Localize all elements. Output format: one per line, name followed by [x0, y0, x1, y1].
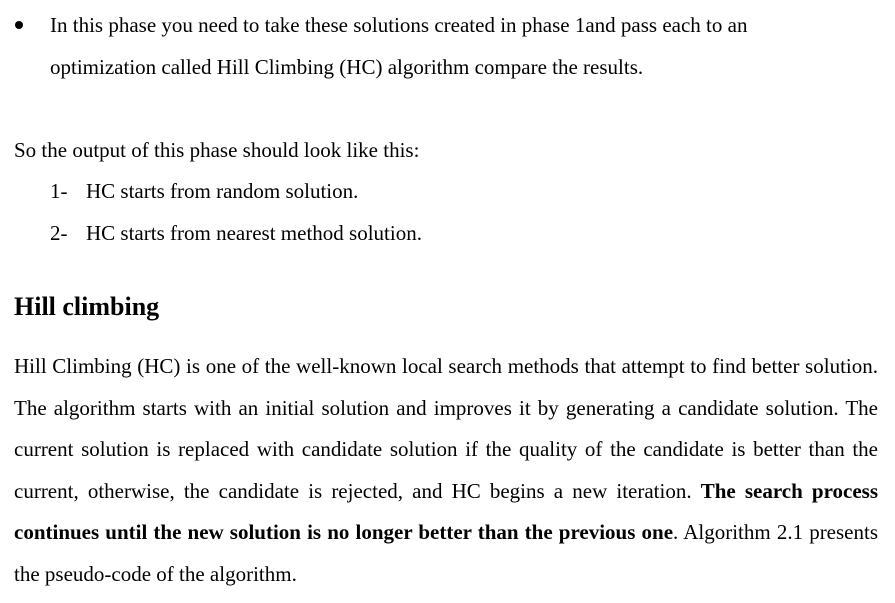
paragraph-text-end: . Algorithm 2.1 presents the pseudo-code of the algorithm. — [14, 520, 879, 586]
list-marker: 1- — [50, 179, 68, 203]
bullet-text-line-2: optimization called Hill Climbing (HC) algorithm compare the results. — [50, 55, 644, 79]
list-item-text: HC starts from nearest method solution. — [86, 221, 422, 245]
body-paragraph — [14, 346, 878, 595]
list-marker: 2- — [50, 221, 68, 245]
bullet-icon — [15, 21, 23, 29]
bullet-text-line-1: In this phase you need to take these solutions created in phase 1and pass each to an — [50, 13, 748, 37]
paragraph-text: Hill Climbing (HC) is one of the well-known local search methods that attempt to find better solution. The algorithm starts with an initial solution and improves it by generating a candidate solution. The current solution is replaced with candidate solution if the quality of the candidate is better than the current, otherwise, the candidate is rejected, and HC begins a new iteration. — [14, 354, 878, 503]
intro-text: So the output of this phase should look like this: — [14, 138, 420, 162]
list-item-text: HC starts from random solution. — [86, 179, 359, 203]
section-heading: Hill climbing — [14, 292, 160, 321]
paragraph-bold-text: The search process continues until the new solution is no longer better than the previous one — [14, 478, 878, 544]
